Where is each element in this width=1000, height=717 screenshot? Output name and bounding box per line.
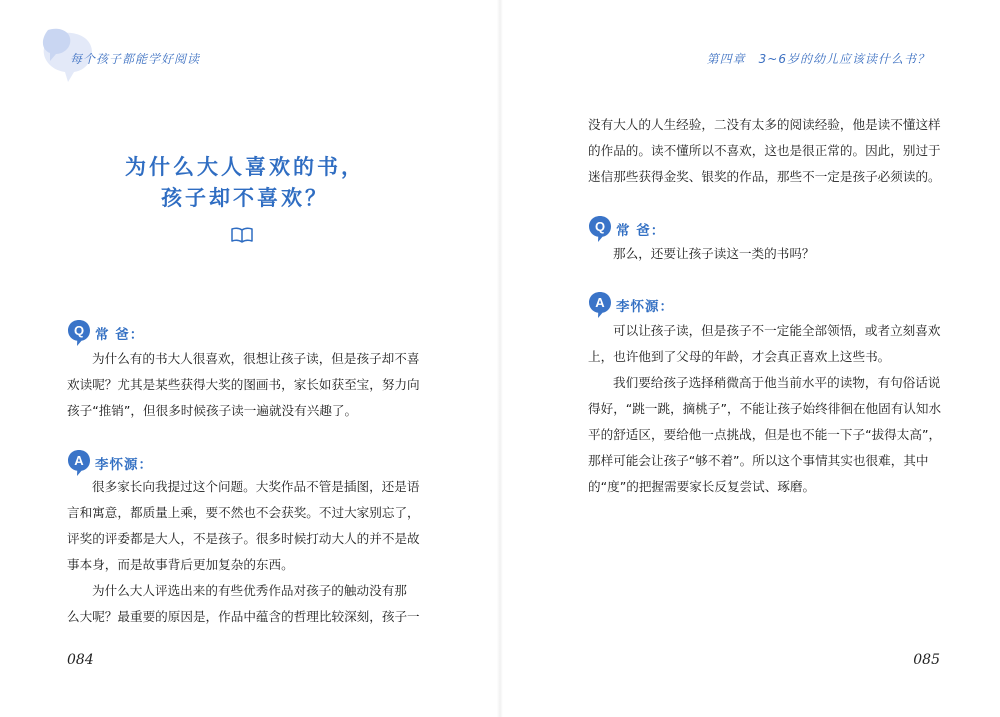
q-bubble-icon — [67, 319, 91, 347]
right-page — [500, 0, 1000, 717]
text-line: 那样可能会让孩子“够不着”。所以这个事情其实也很难，其中 — [588, 453, 929, 468]
text-line: 言和寓意，都质量上乘，要不然也不会获奖。不过大家别忘了， — [67, 505, 420, 520]
running-header: 每个孩子都能学好阅读 — [70, 52, 201, 66]
answer-text — [588, 318, 941, 500]
text-line: 孩子“推销”，但很多时候孩子读一遍就没有兴趣了。 — [67, 403, 358, 418]
answer-header — [588, 290, 674, 320]
question-header — [588, 214, 665, 244]
chapter-title-line: 孩子却不喜欢？ — [161, 186, 329, 210]
page-number: 085 — [913, 652, 940, 668]
svg-text:Q: Q — [73, 323, 85, 338]
chapter-title-line: 为什么大人喜欢的书， — [125, 155, 365, 179]
svg-text:Q: Q — [594, 219, 606, 234]
chapter-title — [90, 152, 400, 214]
question-header — [67, 318, 144, 348]
text-line: 迷信那些获得金奖、银奖的作品，那些不一定是孩子必须读的。 — [588, 169, 941, 184]
svg-text:A: A — [595, 295, 605, 310]
text-line: 我们要给孩子选择稍微高于他当前水平的读物，有句俗话说 — [613, 375, 941, 390]
text-line: 上，也许他到了父母的年龄，才会真正喜欢上这些书。 — [588, 349, 891, 364]
text-line: 的作品的。读不懂所以不喜欢，这也是很正常的。因此，别过于 — [588, 143, 941, 158]
page-number: 084 — [67, 652, 94, 668]
text-line: 么大呢？最重要的原因是，作品中蕴含的哲理比较深刻，孩子一 — [67, 609, 420, 624]
a-bubble-icon — [588, 291, 612, 319]
answer-text — [67, 474, 420, 630]
text-line: 没有大人的人生经验，二没有太多的阅读经验，他是读不懂这样 — [588, 117, 941, 132]
text-line: 平的舒适区，要给他一点挑战，但是也不能一下子“拔得太高”， — [588, 427, 942, 442]
speaker-name: 常 爸： — [95, 327, 145, 343]
continued-text — [588, 112, 941, 190]
speaker-name: 李怀源： — [95, 457, 153, 473]
text-line: 那么，还要让孩子读这一类的书吗？ — [613, 246, 815, 261]
text-line: 可以让孩子读，但是孩子不一定能全部领悟，或者立刻喜欢 — [613, 323, 941, 338]
question-text — [67, 346, 420, 424]
running-header: 第四章 3~6岁的幼儿应该读什么书？ — [706, 52, 930, 66]
svg-text:A: A — [74, 453, 84, 468]
speaker-name: 李怀源： — [616, 299, 674, 315]
text-line: 为什么有的书大人很喜欢，很想让孩子读，但是孩子却不喜 — [92, 351, 420, 366]
question-text — [588, 241, 815, 267]
text-line: 得好，“跳一跳，摘桃子”，不能让孩子始终徘徊在他固有认知水 — [588, 401, 942, 416]
text-line: 评奖的评委都是大人，不是孩子。很多时候打动大人的并不是故 — [67, 531, 420, 546]
speaker-name: 常 爸： — [616, 223, 666, 239]
text-line: 的“度”的把握需要家长反复尝试、琢磨。 — [588, 479, 816, 494]
text-line: 欢读呢？尤其是某些获得大奖的图画书，家长如获至宝，努力向 — [67, 377, 420, 392]
open-book-icon — [230, 226, 254, 244]
a-bubble-icon — [67, 449, 91, 477]
text-line: 为什么大人评选出来的有些优秀作品对孩子的触动没有那 — [92, 583, 407, 598]
q-bubble-icon — [588, 215, 612, 243]
text-line: 很多家长向我提过这个问题。大奖作品不管是插图，还是语 — [92, 479, 420, 494]
text-line: 事本身，而是故事背后更加复杂的东西。 — [67, 557, 294, 572]
